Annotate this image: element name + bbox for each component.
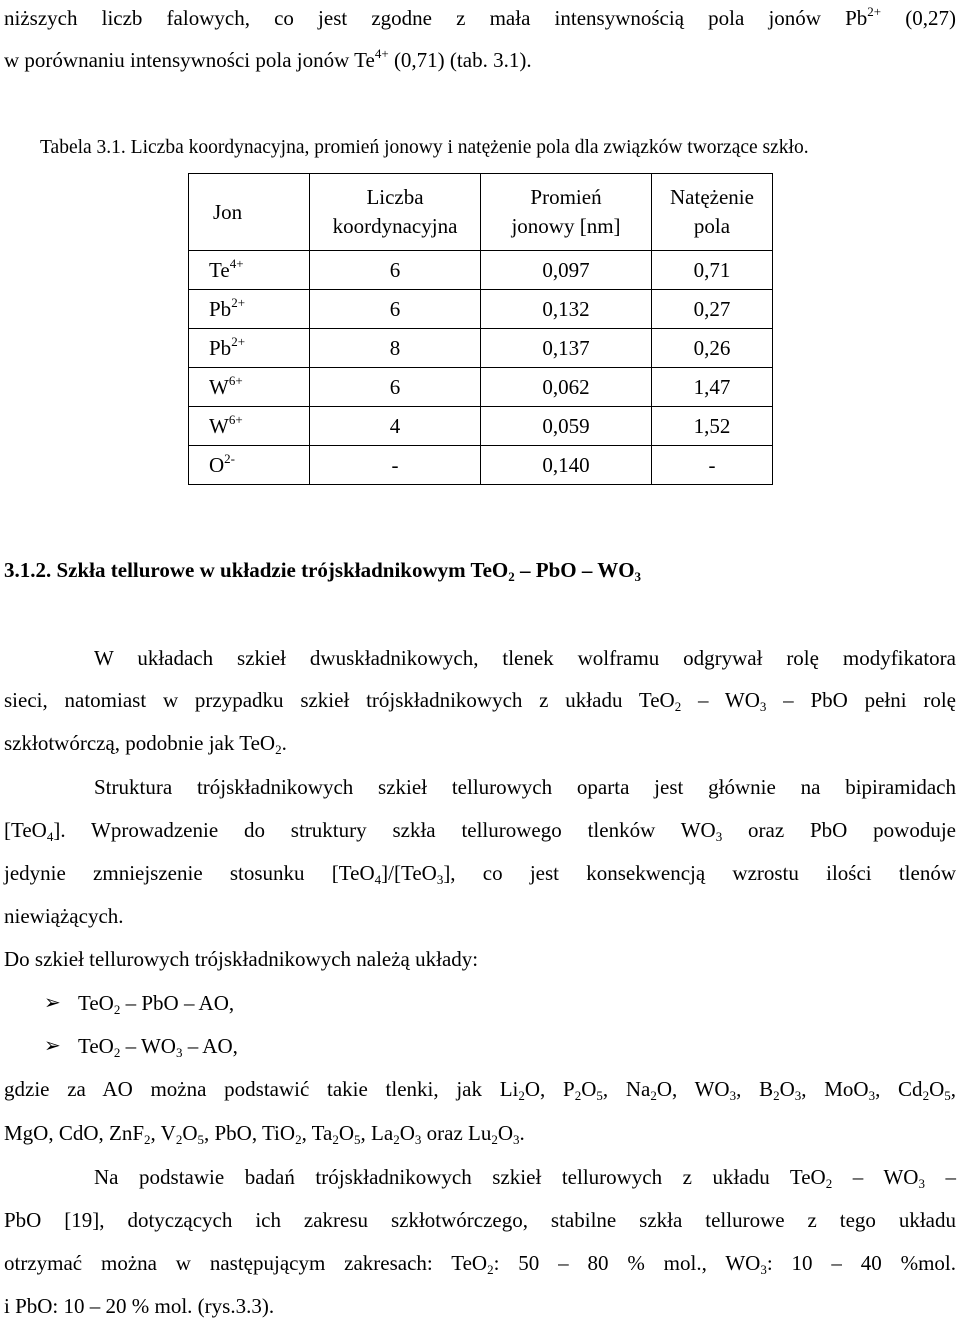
cell-cn: 4 [310, 407, 481, 446]
ion-properties-table [188, 173, 773, 485]
p3-oxides-line-1: gdzie za AO można podstawić takie tlenki, jak $Li_2O$, $P_2O_5$, $Na_2O$, $WO_3$, $B_2O_3$, MoO$_3$, $Cd_2O_5$, [4, 1077, 956, 1103]
cell-radius: 0,140 [481, 446, 652, 485]
cell-cn: 6 [310, 368, 481, 407]
cell-cn: 6 [310, 290, 481, 329]
cell-radius: 0,137 [481, 329, 652, 368]
list-item: TeO$_2$ – PbO – AO, [78, 991, 235, 1017]
table-caption: Tabela 3.1. Liczba koordynacyjna, promień jonowy i natężenie pola dla związków tworzące szkło. [40, 137, 809, 158]
cell-field: 0,71 [652, 251, 773, 290]
header-field-strength: Natężenie pola [652, 174, 773, 251]
list-item: $TeO_2 - WO_3$ – AO, [78, 1034, 238, 1060]
p1-line-2: sieci, natomiast w przypadku szkieł trójskładnikowych z układu $TeO_2 - WO_3$ – PbO pełni rolę [4, 688, 957, 714]
cell-radius: 0,132 [481, 290, 652, 329]
p4-line-2: PbO [19], dotyczących ich zakresu szkłotwórczego, stabilne szkła tellurowe z tego układu [4, 1208, 956, 1232]
header-ionic-radius: Promień jonowy [nm] [481, 174, 652, 251]
cell-field: 1,47 [652, 368, 773, 407]
cell-field: 0,26 [652, 329, 773, 368]
cell-cn: 8 [310, 329, 481, 368]
p2-line-4: niewiążących. [4, 904, 124, 928]
p3-intro: Do szkieł tellurowych trójskładnikowych należą układy: [4, 947, 479, 971]
table-header-row [189, 174, 773, 251]
table-row [189, 446, 773, 485]
bullet-arrow-icon: ➢ [44, 992, 61, 1014]
p2-line-2: [TeO$_4$]. Wprowadzenie do struktury szkła tellurowego tlenków $WO_3$ oraz PbO powoduje [4, 818, 956, 844]
table-row [189, 290, 773, 329]
cell-radius: 0,097 [481, 251, 652, 290]
cell-radius: 0,062 [481, 368, 652, 407]
p4-line-4: i PbO: 10 – 20 % mol. (rys.3.3). [4, 1294, 275, 1318]
cell-cn: 6 [310, 251, 481, 290]
cell-radius: 0,059 [481, 407, 652, 446]
table-row [189, 251, 773, 290]
cell-field: 0,27 [652, 290, 773, 329]
table-row [189, 368, 773, 407]
cell-ion: $W^{6+}$ [189, 368, 310, 407]
cell-field: - [652, 446, 773, 485]
cell-ion: $W^{6+}$ [189, 407, 310, 446]
header-coordination-number: Liczba koordynacyjna [310, 174, 481, 251]
intro-line-2: w porównaniu intensywności pola jonów $Te^{4+}$ (0,71) (tab. 3.1). [4, 46, 532, 72]
header-ion: Jon [189, 174, 310, 251]
p1-line-1: W układach szkieł dwuskładnikowych, tlenek wolframu odgrywał rolę modyfikatora [94, 646, 956, 670]
cell-ion: $Te^{4+}$ [189, 251, 310, 290]
p4-line-1: Na podstawie badań trójskładnikowych szkieł tellurowych z układu $TeO_2 - WO_3$ – [94, 1165, 957, 1191]
cell-field: 1,52 [652, 407, 773, 446]
table-row [189, 329, 773, 368]
table-row [189, 407, 773, 446]
p4-line-3: otrzymać można w następującym zakresach: TeO$_2$: 50 – 80 % mol., $WO_3$: 10 – 40 %mol. [4, 1251, 956, 1277]
intro-line-1: niższych liczb falowych, co jest zgodne z mała intensywnością pola jonów $Pb^{2+}$ (0,27) [4, 4, 956, 30]
cell-cn: - [310, 446, 481, 485]
p2-line-1: Struktura trójskładnikowych szkieł tellurowych oparta jest głównie na bipiramidach [94, 775, 956, 799]
bullet-arrow-icon: ➢ [44, 1035, 61, 1057]
cell-ion: $O^{2-}$ [189, 446, 310, 485]
p1-line-3: szkłotwórczą, podobnie jak TeO$_2$. [4, 731, 287, 757]
section-heading: 3.1.2. Szkła tellurowe w układzie trójskładnikowym TeO$_2$ – PbO – $WO_3$ [4, 558, 642, 584]
p3-oxides-line-2: MgO, CdO, ZnF$_2$, $V_2O_5$, PbO, TiO$_2$, $Ta_2O_5$, $La_2O_3$ oraz $Lu_2O_3$. [4, 1121, 525, 1147]
cell-ion: $Pb^{2+}$ [189, 329, 310, 368]
cell-ion: $Pb^{2+}$ [189, 290, 310, 329]
p2-line-3: jedynie zmniejszenie stosunku [TeO$_4$]/[TeO$_3$], co jest konsekwencją wzrostu ilości tlenów [4, 861, 956, 887]
